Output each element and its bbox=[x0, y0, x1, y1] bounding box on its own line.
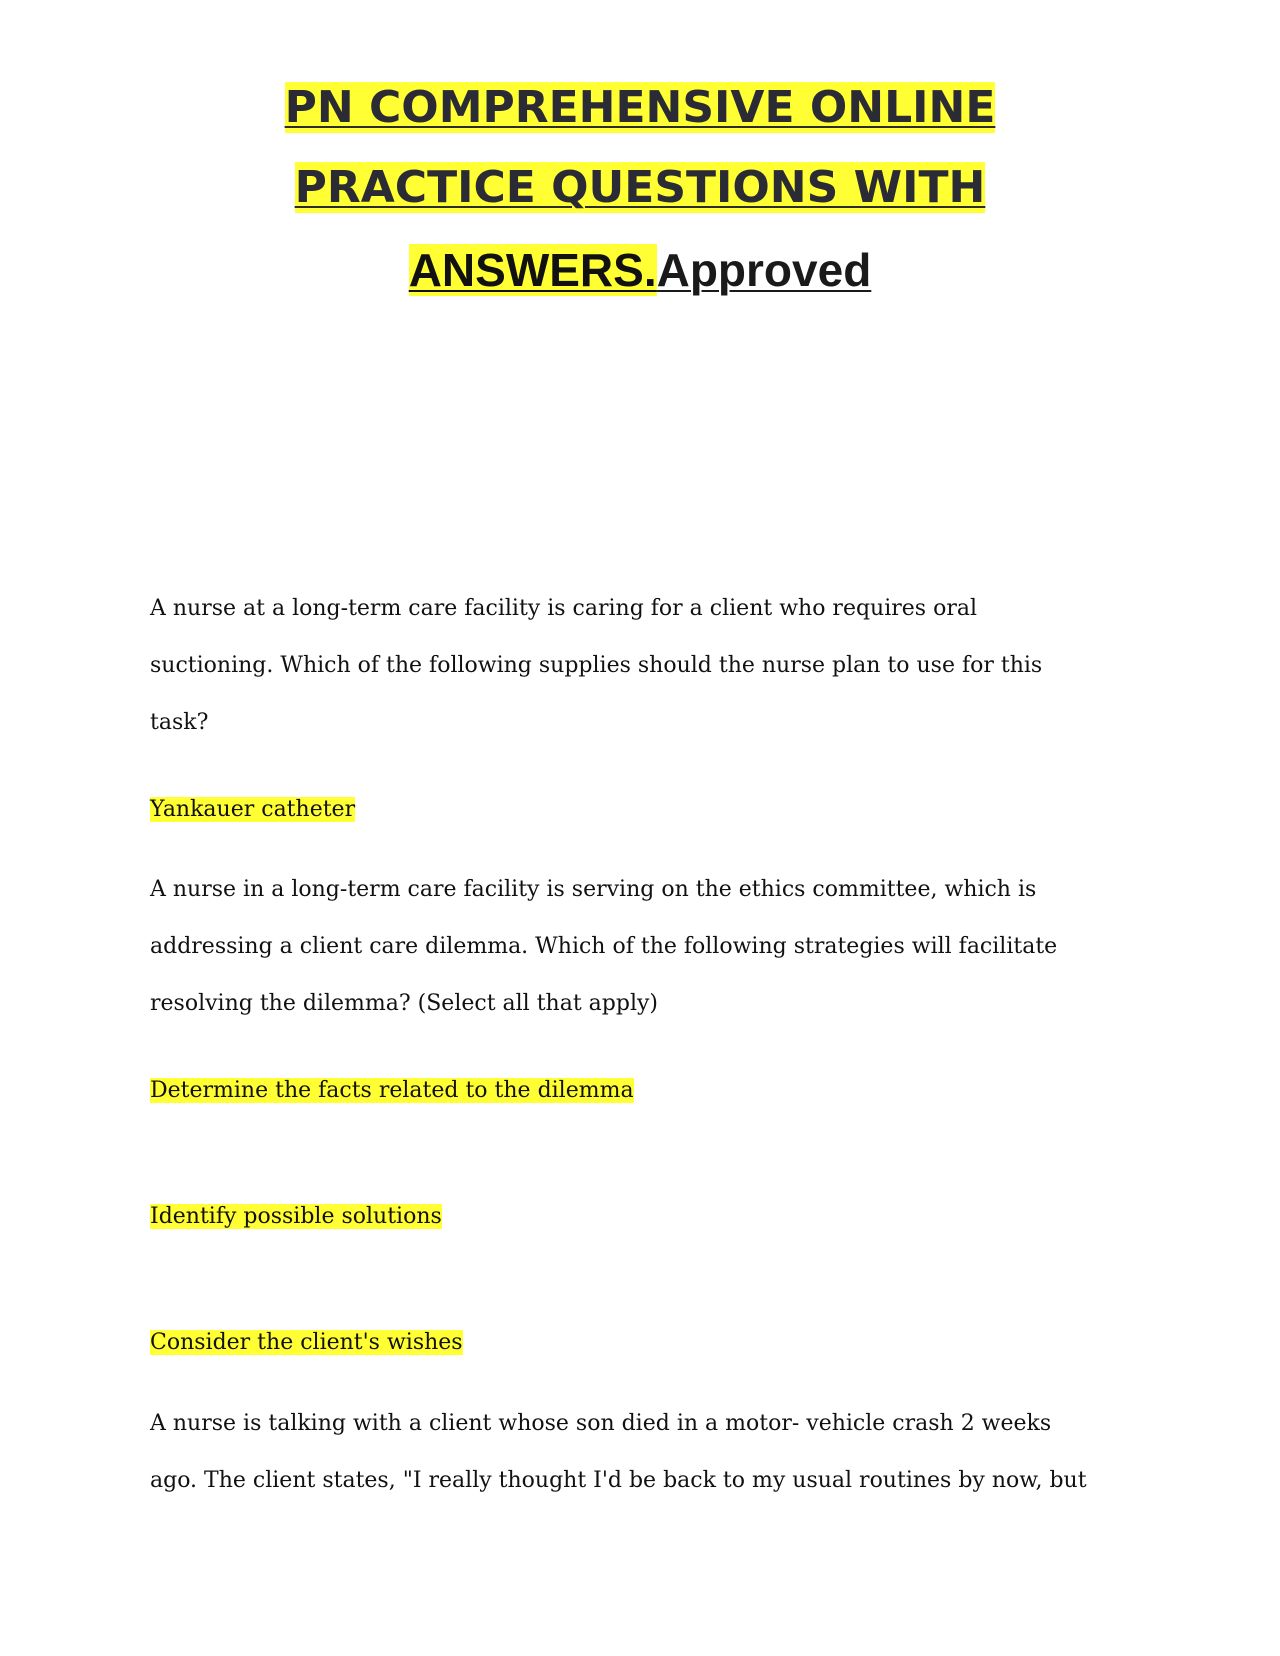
question-2 bbox=[150, 861, 1130, 1032]
question-2-answer-3 bbox=[150, 1328, 463, 1358]
document-title-line-1 bbox=[0, 82, 1280, 134]
question-2-answer-2 bbox=[150, 1202, 442, 1232]
answer-text: Determine the facts related to the dilemma bbox=[150, 1078, 634, 1103]
question-2-line-1: A nurse in a long-term care facility is serving on the ethics committee, which is bbox=[150, 877, 1037, 902]
question-1-line-2: suctioning. Which of the following supplies should the nurse plan to use for this bbox=[150, 653, 1043, 678]
title-line-3-approved: Approved bbox=[656, 244, 872, 296]
question-3 bbox=[150, 1395, 1130, 1509]
question-3-line-2: ago. The client states, "I really thought I'd be back to my usual routines by now, but bbox=[150, 1468, 1087, 1493]
title-line-3-highlight: ANSWERS. bbox=[408, 244, 657, 296]
title-line-2-text: PRACTICE QUESTIONS WITH bbox=[294, 162, 986, 213]
question-2-line-2: addressing a client care dilemma. Which of the following strategies will facilitate bbox=[150, 934, 1058, 959]
question-1 bbox=[150, 580, 1130, 751]
title-line-1-text: PN COMPREHENSIVE ONLINE bbox=[284, 82, 996, 133]
question-1-answer-1 bbox=[150, 795, 355, 825]
document-title-line-2 bbox=[0, 162, 1280, 214]
question-1-line-3: task? bbox=[150, 710, 209, 735]
answer-text: Consider the client's wishes bbox=[150, 1330, 463, 1355]
document-title-line-3 bbox=[0, 244, 1280, 296]
question-1-line-1: A nurse at a long-term care facility is caring for a client who requires oral bbox=[150, 596, 977, 621]
answer-text: Identify possible solutions bbox=[150, 1204, 442, 1229]
question-2-answer-1 bbox=[150, 1076, 634, 1106]
answer-text: Yankauer catheter bbox=[150, 797, 356, 822]
question-3-line-1: A nurse is talking with a client whose son died in a motor- vehicle crash 2 weeks bbox=[150, 1411, 1052, 1436]
question-2-line-3: resolving the dilemma? (Select all that apply) bbox=[150, 991, 658, 1016]
